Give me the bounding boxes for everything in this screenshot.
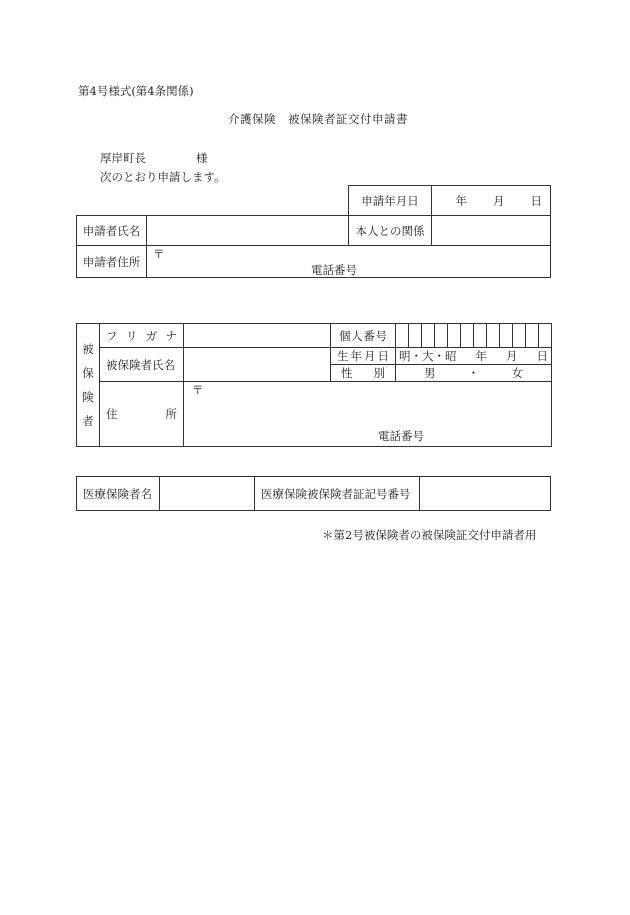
card-number-field[interactable] <box>420 477 551 511</box>
form-number: 第4号様式(第4条関係) <box>78 84 194 98</box>
date-year-unit: 年 <box>455 193 467 208</box>
personal-number-char: 個 <box>339 328 351 343</box>
birthdate-char: 生 <box>337 349 349 363</box>
sex-label-char: 別 <box>373 366 385 380</box>
furigana-label <box>100 324 184 348</box>
birthdate-label <box>331 348 396 365</box>
birthdate-char: 年 <box>350 349 362 363</box>
personal-number-label <box>331 324 396 348</box>
medical-table <box>76 476 551 511</box>
furigana-char: リ <box>125 328 138 343</box>
applicant-address-field[interactable] <box>147 246 551 278</box>
furigana-char: ガ <box>145 328 158 343</box>
date-day-unit: 日 <box>530 193 542 208</box>
insured-address-field[interactable] <box>184 382 552 447</box>
personal-number-box[interactable] <box>487 324 500 348</box>
insured-name-label: 被保険者氏名 <box>100 348 184 382</box>
personal-number-box[interactable] <box>526 324 539 348</box>
relation-field[interactable] <box>432 216 551 246</box>
sex-option-male[interactable]: 男 <box>424 366 436 380</box>
personal-number-box[interactable] <box>461 324 474 348</box>
card-number-label: 医療保険被保険者証記号番号 <box>255 477 420 511</box>
address-label-char: 所 <box>165 407 177 421</box>
side-char-4: 者 <box>82 414 94 428</box>
insured-name-field[interactable] <box>184 348 331 382</box>
address-label-char: 住 <box>106 407 118 421</box>
personal-number-box[interactable] <box>500 324 513 348</box>
application-date-label: 申請年月日 <box>349 186 432 216</box>
applicant-name-field[interactable] <box>147 216 349 246</box>
page-title: 介護保険 被保険者証交付申請書 <box>228 112 408 126</box>
birth-day-unit: 日 <box>536 349 548 363</box>
application-date-field[interactable] <box>432 186 551 216</box>
personal-number-char: 号 <box>375 328 387 343</box>
applicant-phone-label: 電話番号 <box>311 263 357 277</box>
application-table <box>76 185 551 278</box>
sex-option-female[interactable]: 女 <box>511 366 523 380</box>
medical-insurer-label: 医療保険者名 <box>77 477 160 511</box>
applicant-address-label: 申請者住所 <box>77 246 147 278</box>
insured-address-label <box>100 382 184 447</box>
addressee-name: 厚岸町長 <box>100 151 146 165</box>
insured-postal-mark: 〒 <box>192 383 204 397</box>
birth-year-unit: 年 <box>475 349 487 363</box>
personal-number-box[interactable] <box>422 324 435 348</box>
personal-number-char: 番 <box>363 328 375 343</box>
personal-number-box[interactable] <box>409 324 422 348</box>
birth-month-unit: 月 <box>506 349 518 363</box>
medical-insurer-field[interactable] <box>160 477 255 511</box>
personal-number-char: 人 <box>351 328 363 343</box>
era-options[interactable]: 明・大・昭 <box>399 349 457 363</box>
side-char-1: 被 <box>82 342 94 356</box>
sex-label <box>331 365 396 382</box>
personal-number-box[interactable] <box>513 324 526 348</box>
addressee-honorific: 様 <box>196 151 208 165</box>
date-month-unit: 月 <box>493 193 505 208</box>
side-char-2: 保 <box>82 366 94 380</box>
insured-table <box>76 323 552 447</box>
furigana-char: ナ <box>165 328 177 343</box>
postal-mark: 〒 <box>153 247 165 261</box>
intro-text: 次のとおり申請します。 <box>100 170 226 184</box>
birthdate-char: 月 <box>364 349 376 363</box>
footnote: ＊第2号被保険者の被保険証交付申請者用 <box>322 528 537 542</box>
furigana-field[interactable] <box>184 324 331 348</box>
personal-number-box[interactable] <box>539 324 552 348</box>
birthdate-field[interactable] <box>396 348 552 365</box>
personal-number-box[interactable] <box>396 324 409 348</box>
birthdate-char: 日 <box>377 349 389 363</box>
furigana-char: フ <box>106 328 118 343</box>
insured-side-label <box>77 324 100 447</box>
insured-phone-label: 電話番号 <box>378 429 424 443</box>
side-char-3: 険 <box>82 390 94 404</box>
sex-field[interactable] <box>396 365 552 382</box>
relation-label: 本人との関係 <box>349 216 432 246</box>
sex-label-char: 性 <box>341 366 353 380</box>
sex-option-separator: ・ <box>467 366 480 380</box>
personal-number-box[interactable] <box>435 324 448 348</box>
personal-number-box[interactable] <box>448 324 461 348</box>
personal-number-box[interactable] <box>474 324 487 348</box>
applicant-name-label: 申請者氏名 <box>77 216 147 246</box>
